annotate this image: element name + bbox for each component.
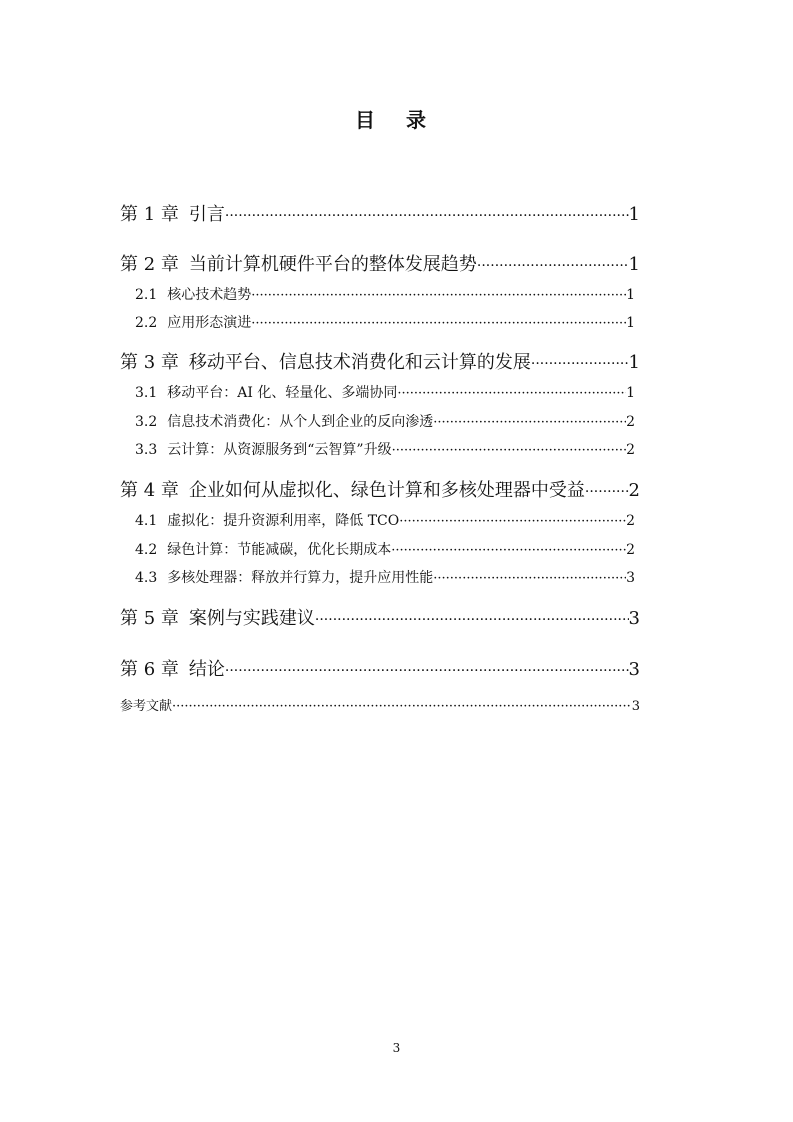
toc-leader-dots xyxy=(251,316,626,331)
toc-leader-dots xyxy=(397,386,626,401)
toc-page-number: 1 xyxy=(628,254,640,275)
toc-page-number: 3 xyxy=(626,570,635,586)
toc-entry-section-2-1[interactable] xyxy=(135,284,635,304)
toc-entry-label: 3.2 信息技术消费化：从个人到企业的反向渗透 xyxy=(135,414,434,430)
toc-entry-chapter-1[interactable] xyxy=(120,200,640,226)
toc-leader-dots xyxy=(391,543,626,558)
toc-page-number: 1 xyxy=(626,287,635,303)
toc-entry-section-2-2[interactable] xyxy=(135,312,635,332)
page-number-footer: 3 xyxy=(392,1041,401,1055)
toc-leader-dots xyxy=(315,612,629,628)
toc-entry-references[interactable] xyxy=(120,695,640,714)
toc-leader-dots xyxy=(172,699,632,714)
toc-page-number: 2 xyxy=(628,480,640,501)
toc-page-number: 3 xyxy=(631,699,640,714)
toc-page-number: 3 xyxy=(628,659,640,680)
toc-title: 目 录 xyxy=(355,108,438,132)
toc-leader-dots xyxy=(531,356,629,372)
toc-leader-dots xyxy=(433,571,626,586)
toc-page-number: 2 xyxy=(626,442,635,458)
toc-entry-section-3-3[interactable] xyxy=(135,439,635,459)
toc-page-number: 2 xyxy=(626,513,635,529)
toc-entry-label: 3.3 云计算：从资源服务到“云智算”升级 xyxy=(135,442,392,458)
toc-entry-label: 4.2 绿色计算：节能减碳，优化长期成本 xyxy=(135,542,392,558)
toc-leader-dots xyxy=(477,258,629,274)
toc-page-number: 2 xyxy=(626,542,635,558)
toc-entry-chapter-5[interactable] xyxy=(120,604,640,630)
toc-entry-label: 4.1 虚拟化：提升资源利用率，降低 TCO xyxy=(135,513,400,529)
toc-page-number: 1 xyxy=(628,352,640,373)
toc-entry-section-4-3[interactable] xyxy=(135,567,635,587)
toc-page-number: 1 xyxy=(626,385,635,401)
toc-entry-label: 2.2 应用形态演进 xyxy=(135,315,252,331)
toc-page-number: 1 xyxy=(628,204,640,225)
toc-entry-label: 第 6 章 结论 xyxy=(120,659,225,680)
toc-entry-chapter-2[interactable] xyxy=(120,250,640,276)
toc-entry-section-4-1[interactable] xyxy=(135,510,635,530)
toc-leader-dots xyxy=(225,208,629,224)
toc-entry-section-3-2[interactable] xyxy=(135,411,635,431)
toc-page-number: 1 xyxy=(626,315,635,331)
toc-leader-dots xyxy=(399,514,626,529)
toc-leader-dots xyxy=(251,288,626,303)
toc-entry-section-3-1[interactable] xyxy=(135,382,635,402)
toc-entry-label: 4.3 多核处理器：释放并行算力，提升应用性能 xyxy=(135,570,434,586)
toc-entry-chapter-4[interactable] xyxy=(120,476,640,502)
toc-entry-label: 第 2 章 当前计算机硬件平台的整体发展趋势 xyxy=(120,254,477,275)
toc-entry-label: 3.1 移动平台：AI 化、轻量化、多端协同 xyxy=(135,385,398,401)
toc-entry-label: 第 5 章 案例与实践建议 xyxy=(120,608,315,629)
toc-entry-label: 2.1 核心技术趋势 xyxy=(135,287,252,303)
toc-page-number: 2 xyxy=(626,414,635,430)
toc-leader-dots xyxy=(392,443,626,458)
toc-entry-chapter-6[interactable] xyxy=(120,655,640,681)
toc-leader-dots xyxy=(585,484,629,500)
toc-entry-label: 第 4 章 企业如何从虚拟化、绿色计算和多核处理器中受益 xyxy=(120,480,585,501)
toc-entry-section-4-2[interactable] xyxy=(135,539,635,559)
toc-entry-label: 第 1 章 引言 xyxy=(120,204,225,225)
toc-leader-dots xyxy=(433,415,626,430)
toc-entry-chapter-3[interactable] xyxy=(120,348,640,374)
toc-page-number: 3 xyxy=(628,608,640,629)
toc-entry-label: 参考文献 xyxy=(120,699,173,714)
toc-entry-label: 第 3 章 移动平台、信息技术消费化和云计算的发展 xyxy=(120,352,531,373)
toc-leader-dots xyxy=(225,663,629,679)
